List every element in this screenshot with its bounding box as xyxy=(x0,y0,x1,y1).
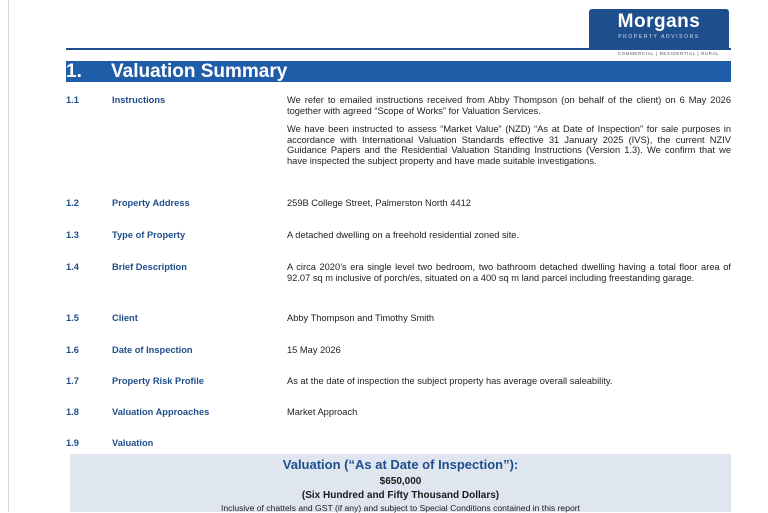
valuation-note: Inclusive of chattels and GST (if any) and subject to Special Conditions contained in this report xyxy=(220,503,581,513)
section-title: Valuation Summary xyxy=(111,61,288,82)
row-label: Client xyxy=(112,313,138,323)
row-value: As at the date of inspection the subject property has average overall saleability. xyxy=(287,376,613,386)
row-value: 259B College Street, Palmerston North 4412 xyxy=(287,198,471,208)
row-label: Valuation Approaches xyxy=(112,407,210,417)
row-value: A detached dwelling on a freehold residential zoned site. xyxy=(287,230,520,240)
valuation-amount: $650,000 xyxy=(379,476,422,487)
valuation-box xyxy=(70,454,731,512)
row-number: 1.6 xyxy=(66,345,79,355)
row-label: Instructions xyxy=(112,95,166,105)
valuation-amount-words: (Six Hundred and Fifty Thousand Dollars) xyxy=(301,490,500,501)
row-label: Type of Property xyxy=(112,230,186,240)
row-number: 1.8 xyxy=(66,407,79,417)
row-number: 1.7 xyxy=(66,376,79,386)
row-label: Property Address xyxy=(112,198,190,208)
row-value: Abby Thompson and Timothy Smith xyxy=(287,313,435,323)
header-rule xyxy=(66,48,731,50)
valuation-heading: Valuation (“As at Date of Inspection”): xyxy=(282,457,519,472)
company-logo xyxy=(589,9,729,49)
row-number: 1.2 xyxy=(66,198,79,208)
row-number: 1.5 xyxy=(66,313,79,323)
row-value: Market Approach xyxy=(287,407,358,417)
row-label: Property Risk Profile xyxy=(112,376,204,386)
section-number: 1. xyxy=(66,61,82,82)
row-number: 1.1 xyxy=(66,95,79,105)
row-number: 1.4 xyxy=(66,262,79,272)
row-label: Valuation xyxy=(112,438,154,448)
row-number: 1.3 xyxy=(66,230,79,240)
row-value: 15 May 2026 xyxy=(287,345,341,355)
logo-tagline: COMMERCIAL | RESIDENTIAL | RURAL xyxy=(617,51,720,56)
row-label: Brief Description xyxy=(112,262,187,272)
page-edge xyxy=(8,0,9,512)
instructions-paragraph: We have been instructed to assess “Market Value” (NZD) “As at Date of Inspection” for sale purposes in accordance with International Valuation Standards effective 31 January 2025 (IVS), the current NZIV Guidance Papers and the Residential Valuation Standing Instructions (Version 1.3). We confirm that we have inspected the subject property and have made suitable investigations. xyxy=(287,124,731,166)
row-value xyxy=(287,95,731,174)
row-number: 1.9 xyxy=(66,438,79,448)
instructions-paragraph: We refer to emailed instructions received from Abby Thompson (on behalf of the client) on 6 May 2026 together with agreed “Scope of Works” for Valuation Services. xyxy=(287,95,731,116)
row-value: A circa 2020’s era single level two bedroom, two bathroom detached dwelling having a total floor area of 92.07 sq m inclusive of porch/es, situated on a 400 sq m land parcel including freestanding garage. xyxy=(287,262,731,283)
logo-wordmark: Morgans xyxy=(617,11,701,32)
logo-subtitle: PROPERTY ADVISORS xyxy=(618,34,700,40)
row-label: Date of Inspection xyxy=(112,345,193,355)
section-heading xyxy=(66,61,731,82)
